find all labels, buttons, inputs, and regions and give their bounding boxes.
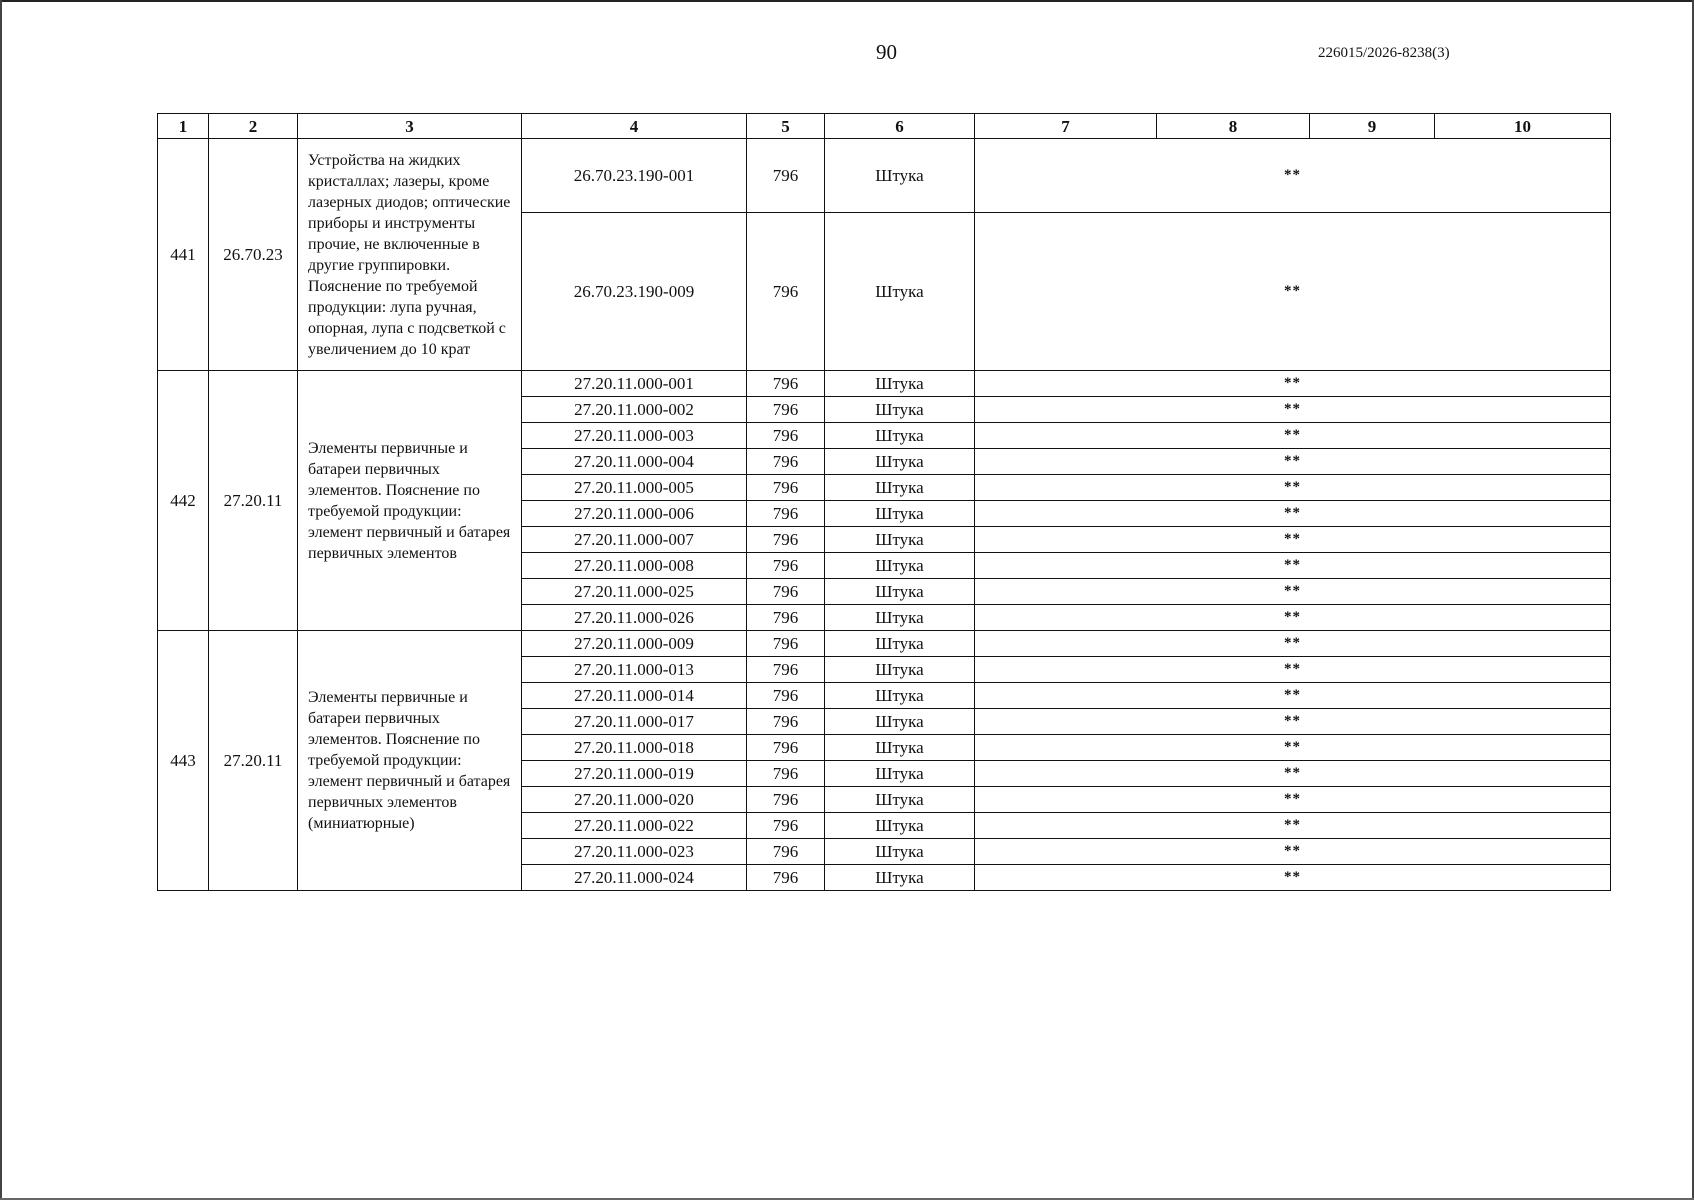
okei-code: 796 xyxy=(747,213,825,371)
unit-name: Штука xyxy=(825,683,975,709)
characteristics-mark: ** xyxy=(975,371,1611,397)
column-header: 1 xyxy=(158,114,209,139)
characteristics-mark: ** xyxy=(975,865,1611,891)
column-number-row xyxy=(158,114,1611,139)
okei-code: 796 xyxy=(747,813,825,839)
characteristics-mark: ** xyxy=(975,657,1611,683)
characteristics-mark: ** xyxy=(975,139,1611,213)
unit-name: Штука xyxy=(825,397,975,423)
okei-code: 796 xyxy=(747,579,825,605)
characteristics-mark: ** xyxy=(975,423,1611,449)
unit-name: Штука xyxy=(825,657,975,683)
characteristics-mark: ** xyxy=(975,631,1611,657)
ktru-code: 27.20.11.000-026 xyxy=(522,605,747,631)
okei-code: 796 xyxy=(747,553,825,579)
products-table xyxy=(157,113,1611,891)
unit-name: Штука xyxy=(825,527,975,553)
okei-code: 796 xyxy=(747,865,825,891)
unit-name: Штука xyxy=(825,553,975,579)
okei-code: 796 xyxy=(747,501,825,527)
okei-code: 796 xyxy=(747,527,825,553)
unit-name: Штука xyxy=(825,787,975,813)
row-number: 441 xyxy=(158,139,209,371)
ktru-code: 27.20.11.000-023 xyxy=(522,839,747,865)
okei-code: 796 xyxy=(747,657,825,683)
column-header: 6 xyxy=(825,114,975,139)
column-header: 2 xyxy=(209,114,298,139)
unit-name: Штука xyxy=(825,579,975,605)
scan-border-left xyxy=(0,0,2,1200)
okei-code: 796 xyxy=(747,683,825,709)
characteristics-mark: ** xyxy=(975,449,1611,475)
ktru-code: 27.20.11.000-007 xyxy=(522,527,747,553)
page-number: 90 xyxy=(876,40,897,64)
column-header: 4 xyxy=(522,114,747,139)
characteristics-mark: ** xyxy=(975,735,1611,761)
table-row xyxy=(158,631,1611,657)
ktru-code: 27.20.11.000-004 xyxy=(522,449,747,475)
okpd2-code: 27.20.11 xyxy=(209,371,298,631)
okpd2-code: 27.20.11 xyxy=(209,631,298,891)
column-header: 7 xyxy=(975,114,1157,139)
column-header: 5 xyxy=(747,114,825,139)
okei-code: 796 xyxy=(747,709,825,735)
product-description: Элементы первичные и батареи первичных элементов. Пояснение по требуемой продукции: элемент первичный и батарея первичных элементов xyxy=(298,371,522,631)
column-header: 9 xyxy=(1310,114,1435,139)
unit-name: Штука xyxy=(825,475,975,501)
unit-name: Штука xyxy=(825,761,975,787)
characteristics-mark: ** xyxy=(975,397,1611,423)
ktru-code: 27.20.11.000-020 xyxy=(522,787,747,813)
okei-code: 796 xyxy=(747,475,825,501)
unit-name: Штука xyxy=(825,839,975,865)
product-description: Устройства на жидких кристаллах; лазеры, кроме лазерных диодов; оптические приборы и инструменты прочие, не включенные в другие группировки. Пояснение по требуемой продукции: лупа ручная, опорная, лупа с подсветкой с увеличением до 10 крат xyxy=(298,139,522,371)
characteristics-mark: ** xyxy=(975,605,1611,631)
characteristics-mark: ** xyxy=(975,553,1611,579)
okei-code: 796 xyxy=(747,631,825,657)
column-header: 10 xyxy=(1435,114,1611,139)
okei-code: 796 xyxy=(747,839,825,865)
ktru-code: 27.20.11.000-019 xyxy=(522,761,747,787)
characteristics-mark: ** xyxy=(975,475,1611,501)
unit-name: Штука xyxy=(825,813,975,839)
characteristics-mark: ** xyxy=(975,813,1611,839)
okei-code: 796 xyxy=(747,605,825,631)
ktru-code: 27.20.11.000-006 xyxy=(522,501,747,527)
unit-name: Штука xyxy=(825,865,975,891)
characteristics-mark: ** xyxy=(975,213,1611,371)
okei-code: 796 xyxy=(747,371,825,397)
okpd2-code: 26.70.23 xyxy=(209,139,298,371)
ktru-code: 27.20.11.000-022 xyxy=(522,813,747,839)
ktru-code: 27.20.11.000-002 xyxy=(522,397,747,423)
okei-code: 796 xyxy=(747,139,825,213)
ktru-code: 27.20.11.000-018 xyxy=(522,735,747,761)
okei-code: 796 xyxy=(747,761,825,787)
ktru-code: 27.20.11.000-003 xyxy=(522,423,747,449)
document-reference: 226015/2026-8238(3) xyxy=(1318,45,1450,61)
row-number: 443 xyxy=(158,631,209,891)
scan-border-top xyxy=(0,0,1694,2)
row-number: 442 xyxy=(158,371,209,631)
unit-name: Штука xyxy=(825,213,975,371)
unit-name: Штука xyxy=(825,371,975,397)
ktru-code: 26.70.23.190-001 xyxy=(522,139,747,213)
okei-code: 796 xyxy=(747,787,825,813)
unit-name: Штука xyxy=(825,605,975,631)
unit-name: Штука xyxy=(825,709,975,735)
ktru-code: 27.20.11.000-008 xyxy=(522,553,747,579)
column-header: 8 xyxy=(1157,114,1310,139)
product-description: Элементы первичные и батареи первичных элементов. Пояснение по требуемой продукции: элемент первичный и батарея первичных элементов (миниатюрные) xyxy=(298,631,522,891)
unit-name: Штука xyxy=(825,501,975,527)
ktru-code: 27.20.11.000-025 xyxy=(522,579,747,605)
ktru-code: 27.20.11.000-014 xyxy=(522,683,747,709)
unit-name: Штука xyxy=(825,735,975,761)
ktru-code: 27.20.11.000-005 xyxy=(522,475,747,501)
characteristics-mark: ** xyxy=(975,839,1611,865)
okei-code: 796 xyxy=(747,735,825,761)
okei-code: 796 xyxy=(747,423,825,449)
ktru-code: 27.20.11.000-001 xyxy=(522,371,747,397)
ktru-code: 27.20.11.000-017 xyxy=(522,709,747,735)
unit-name: Штука xyxy=(825,139,975,213)
characteristics-mark: ** xyxy=(975,709,1611,735)
characteristics-mark: ** xyxy=(975,579,1611,605)
table-row xyxy=(158,139,1611,213)
ktru-code: 26.70.23.190-009 xyxy=(522,213,747,371)
unit-name: Штука xyxy=(825,449,975,475)
unit-name: Штука xyxy=(825,631,975,657)
characteristics-mark: ** xyxy=(975,761,1611,787)
characteristics-mark: ** xyxy=(975,501,1611,527)
characteristics-mark: ** xyxy=(975,683,1611,709)
characteristics-mark: ** xyxy=(975,527,1611,553)
ktru-code: 27.20.11.000-013 xyxy=(522,657,747,683)
ktru-code: 27.20.11.000-024 xyxy=(522,865,747,891)
okei-code: 796 xyxy=(747,397,825,423)
okei-code: 796 xyxy=(747,449,825,475)
table-row xyxy=(158,371,1611,397)
column-header: 3 xyxy=(298,114,522,139)
unit-name: Штука xyxy=(825,423,975,449)
ktru-code: 27.20.11.000-009 xyxy=(522,631,747,657)
characteristics-mark: ** xyxy=(975,787,1611,813)
